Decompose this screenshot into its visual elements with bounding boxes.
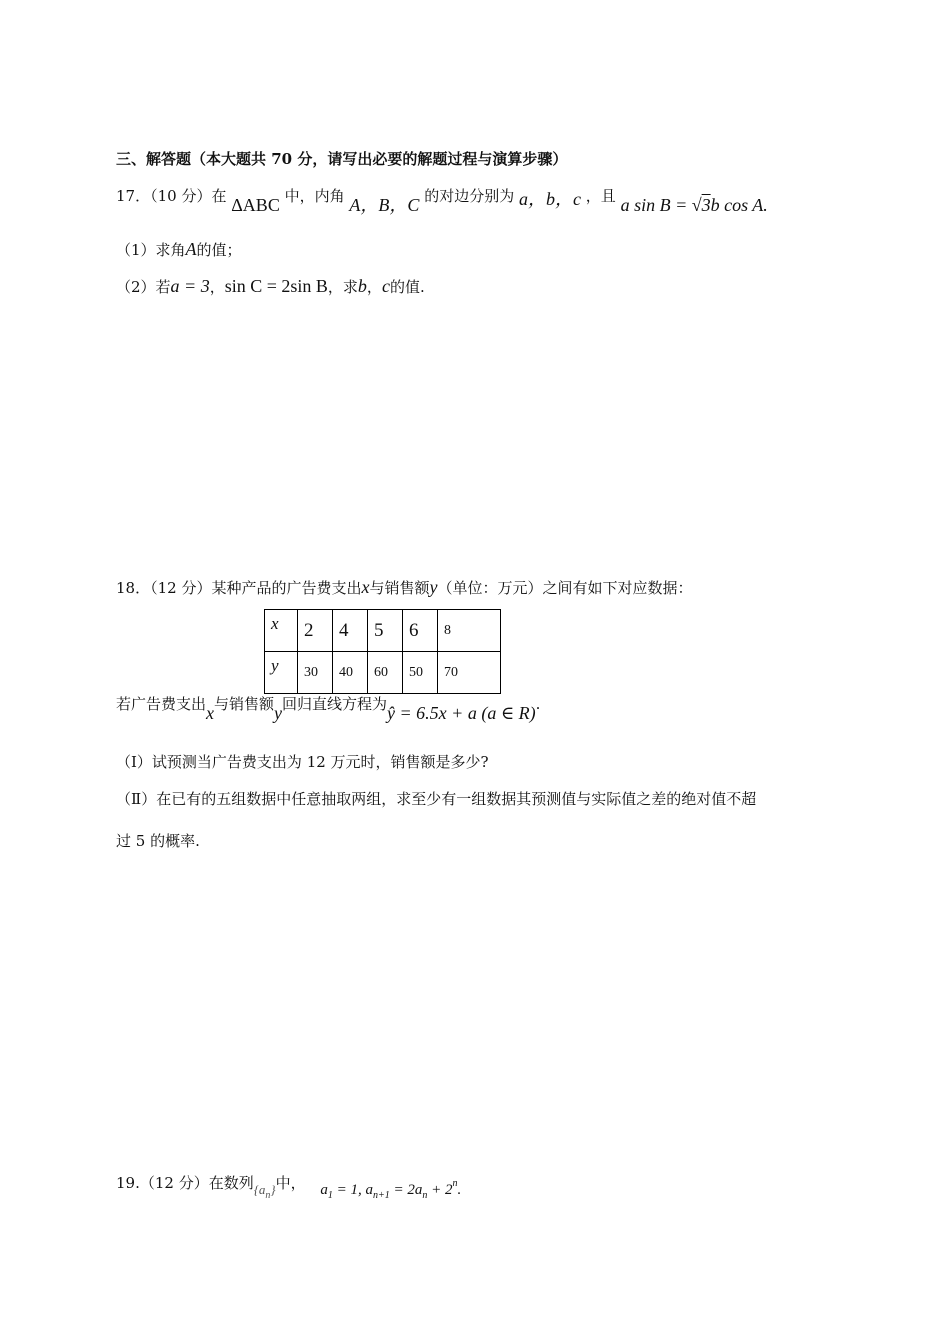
table-cell: 60 bbox=[368, 652, 403, 694]
table-cell: 8 bbox=[438, 610, 501, 652]
q17-part2-b: b bbox=[357, 276, 367, 296]
q18-reg-eq: ŷ = 6.5x + a (a ∈ R) bbox=[387, 703, 536, 723]
q17-part1-suffix: 的值； bbox=[196, 241, 242, 259]
q18-part-1: （Ⅰ）试预测当广告费支出为 12 万元时，销售额是多少? bbox=[116, 753, 489, 771]
table-row-x bbox=[265, 610, 501, 652]
table-cell: 5 bbox=[368, 610, 403, 652]
q17-part1-var: A bbox=[185, 239, 197, 259]
q19-lead: 19.（12 分）在数列 bbox=[116, 1174, 254, 1192]
q18-data-table bbox=[264, 609, 501, 694]
q17-equation: a sin B = √3b cos A. bbox=[620, 195, 768, 215]
q18-rest: （单位：万元）之间有如下对应数据： bbox=[437, 579, 693, 597]
question-18-stem bbox=[116, 576, 692, 599]
table-cell: y bbox=[265, 652, 298, 694]
q17-part-1 bbox=[116, 238, 242, 261]
table-cell: 30 bbox=[298, 652, 333, 694]
q18-part-2: （Ⅱ）在已有的五组数据中任意抽取两组，求至少有一组数据其预测值与实际值之差的绝对值不超 bbox=[116, 790, 757, 808]
q19-eq-a1: a bbox=[320, 1182, 328, 1198]
q19-eq-a1-sub: 1 bbox=[327, 1190, 333, 1201]
table-cell: 40 bbox=[333, 652, 368, 694]
table-cell: 4 bbox=[333, 610, 368, 652]
q17-part-2 bbox=[116, 275, 425, 298]
q17-mid1: 中，内角 bbox=[284, 187, 345, 205]
q19-eq-sub-n1: n+1 bbox=[373, 1190, 390, 1201]
table-cell: 70 bbox=[438, 652, 501, 694]
q18-reg-mid2: 回归直线方程为 bbox=[282, 695, 388, 713]
table-cell: 2 bbox=[298, 610, 333, 652]
q17-part2-suffix: 的值. bbox=[389, 278, 425, 296]
q18-mid1: 与销售额 bbox=[369, 579, 430, 597]
q17-part2-sin: sin C = 2sin B bbox=[224, 276, 328, 296]
q17-triangle: ΔABC bbox=[231, 195, 280, 215]
q18-reg-x: x bbox=[206, 703, 215, 723]
q18-lead: 18．（12 分）某种产品的广告费支出 bbox=[116, 579, 362, 597]
q17-mid2: 的对边分别为 bbox=[424, 187, 515, 205]
table-cell: 6 bbox=[403, 610, 438, 652]
q17-eq-sqrt: 3 bbox=[701, 195, 711, 215]
q17-eq-rhs: b cos A bbox=[710, 195, 764, 215]
table-cell: 50 bbox=[403, 652, 438, 694]
q17-part2-c: c bbox=[381, 276, 390, 296]
q19-eq-sub-n: n bbox=[422, 1190, 428, 1201]
q18-reg-prefix: 若广告费支出 bbox=[116, 695, 207, 713]
question-19-stem bbox=[116, 1167, 461, 1201]
q19-sequence: $\{a_n\}$ bbox=[253, 1182, 276, 1201]
q18-part-2-cont: 过 5 的概率. bbox=[116, 832, 200, 850]
question-17-stem bbox=[116, 184, 768, 215]
q19-eq-part2: = 2a bbox=[389, 1182, 423, 1198]
q19-seq-letter: a bbox=[258, 1182, 266, 1197]
q17-part1-prefix: （1）求角 bbox=[116, 241, 186, 259]
q19-seq-sub: n bbox=[265, 1190, 271, 1201]
q18-reg-end: . bbox=[535, 695, 541, 713]
q19-eq-sup-n: n bbox=[452, 1178, 458, 1189]
q18-reg-y: y bbox=[274, 703, 283, 723]
table-cell: x bbox=[265, 610, 298, 652]
q17-eq-end: . bbox=[763, 195, 768, 215]
section-heading: 三、解答题（本大题共 70 分，请写出必要的解题过程与演算步骤） bbox=[116, 150, 568, 168]
q19-eq-part3: + 2 bbox=[427, 1182, 453, 1198]
q17-angles: A，B，C bbox=[349, 195, 420, 215]
q19-mid: 中， bbox=[275, 1174, 306, 1192]
q17-part2-prefix: （2）若 bbox=[116, 278, 171, 296]
q17-lead: 17．（10 分）在 bbox=[116, 187, 227, 205]
q18-x: x bbox=[361, 577, 370, 597]
q18-reg-mid: 与销售额 bbox=[214, 695, 275, 713]
q17-sides: a，b，c bbox=[518, 189, 581, 209]
q19-equation bbox=[320, 1178, 462, 1201]
q19-eq-end: . bbox=[457, 1182, 462, 1198]
q17-part2-comma: ， bbox=[366, 278, 382, 296]
q18-regression bbox=[116, 692, 541, 723]
q17-eq-lhs: a sin B = bbox=[620, 195, 692, 215]
q17-part2-a: a = 3 bbox=[170, 276, 210, 296]
q17-part2-mid2: ，求 bbox=[327, 278, 358, 296]
q19-eq-part1: = 1, a bbox=[332, 1182, 374, 1198]
q17-part2-mid: ， bbox=[209, 278, 225, 296]
q17-mid3: ，且 bbox=[585, 187, 616, 205]
table-row-y bbox=[265, 652, 501, 694]
q18-y: y bbox=[429, 577, 438, 597]
